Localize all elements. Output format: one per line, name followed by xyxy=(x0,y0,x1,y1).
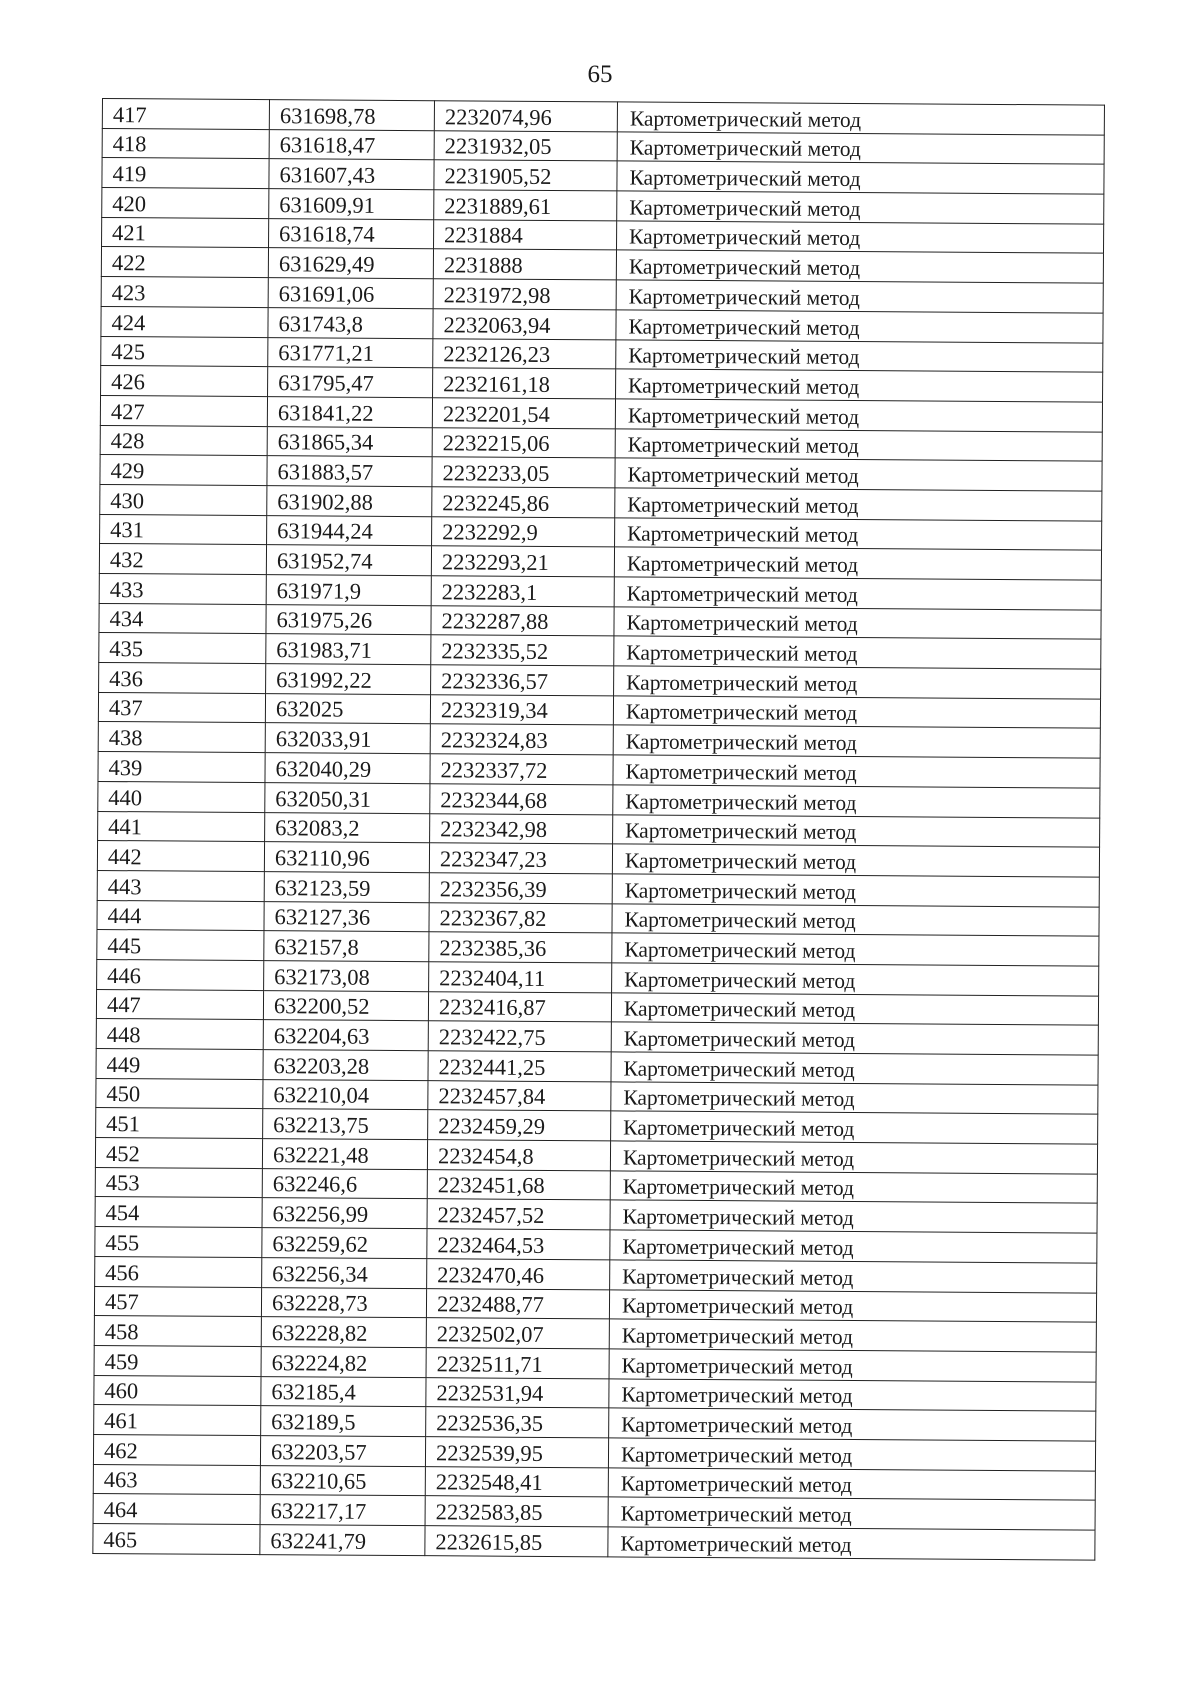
y-coordinate-cell: 2232344,68 xyxy=(430,784,613,815)
x-coordinate-cell: 631883,57 xyxy=(267,456,432,487)
method-cell: Картометрический метод xyxy=(610,1260,1097,1293)
method-cell: Картометрический метод xyxy=(609,1289,1096,1322)
y-coordinate-cell: 2232074,96 xyxy=(434,101,617,132)
point-number-cell: 451 xyxy=(96,1108,263,1139)
point-number-cell: 417 xyxy=(102,99,269,130)
x-coordinate-cell: 631629,49 xyxy=(268,248,433,279)
method-cell: Картометрический метод xyxy=(611,993,1098,1026)
point-number-cell: 453 xyxy=(95,1167,262,1198)
point-number-cell: 464 xyxy=(93,1494,260,1525)
point-number-cell: 424 xyxy=(101,306,268,337)
method-cell: Картометрический метод xyxy=(616,280,1103,313)
y-coordinate-cell: 2232457,52 xyxy=(427,1199,610,1230)
x-coordinate-cell: 631992,22 xyxy=(266,664,431,695)
y-coordinate-cell: 2232335,52 xyxy=(431,635,614,666)
y-coordinate-cell: 2232347,23 xyxy=(429,843,612,874)
y-coordinate-cell: 2231889,61 xyxy=(434,190,617,221)
method-cell: Картометрический метод xyxy=(614,577,1101,610)
method-cell: Картометрический метод xyxy=(617,102,1104,135)
y-coordinate-cell: 2232287,88 xyxy=(431,605,614,636)
x-coordinate-cell: 632185,4 xyxy=(261,1376,426,1407)
x-coordinate-cell: 632256,34 xyxy=(262,1257,427,1288)
point-number-cell: 422 xyxy=(101,247,268,278)
y-coordinate-cell: 2232583,85 xyxy=(425,1496,608,1527)
point-number-cell: 459 xyxy=(94,1345,261,1376)
method-cell: Картометрический метод xyxy=(614,636,1101,669)
method-cell: Картометрический метод xyxy=(616,250,1103,283)
method-cell: Картометрический метод xyxy=(613,696,1100,729)
point-number-cell: 435 xyxy=(99,633,266,664)
x-coordinate-cell: 632256,99 xyxy=(262,1198,427,1229)
y-coordinate-cell: 2231905,52 xyxy=(434,160,617,191)
x-coordinate-cell: 631841,22 xyxy=(267,396,432,427)
method-cell: Картометрический метод xyxy=(611,1022,1098,1055)
method-cell: Картометрический метод xyxy=(612,844,1099,877)
method-cell: Картометрический метод xyxy=(608,1497,1095,1530)
x-coordinate-cell: 631698,78 xyxy=(269,100,434,131)
coordinates-table xyxy=(92,98,1105,1560)
point-number-cell: 458 xyxy=(94,1316,261,1347)
x-coordinate-cell: 632213,75 xyxy=(263,1109,428,1140)
method-cell: Картометрический метод xyxy=(611,1082,1098,1115)
point-number-cell: 440 xyxy=(98,781,265,812)
point-number-cell: 432 xyxy=(99,544,266,575)
x-coordinate-cell: 632228,82 xyxy=(261,1317,426,1348)
method-cell: Картометрический метод xyxy=(614,666,1101,699)
point-number-cell: 437 xyxy=(98,692,265,723)
method-cell: Картометрический метод xyxy=(609,1408,1096,1441)
y-coordinate-cell: 2232404,11 xyxy=(429,962,612,993)
method-cell: Картометрический метод xyxy=(609,1349,1096,1382)
x-coordinate-cell: 631607,43 xyxy=(269,159,434,190)
method-cell: Картометрический метод xyxy=(615,458,1102,491)
x-coordinate-cell: 632203,28 xyxy=(263,1050,428,1081)
point-number-cell: 454 xyxy=(95,1197,262,1228)
method-cell: Картометрический метод xyxy=(617,161,1104,194)
method-cell: Картометрический метод xyxy=(608,1468,1095,1501)
y-coordinate-cell: 2232464,53 xyxy=(427,1229,610,1260)
method-cell: Картометрический метод xyxy=(612,874,1099,907)
y-coordinate-cell: 2232451,68 xyxy=(427,1169,610,1200)
y-coordinate-cell: 2232319,34 xyxy=(430,694,613,725)
y-coordinate-cell: 2232292,9 xyxy=(432,516,615,547)
point-number-cell: 456 xyxy=(95,1256,262,1287)
method-cell: Картометрический метод xyxy=(611,1052,1098,1085)
method-cell: Картометрический метод xyxy=(616,310,1103,343)
x-coordinate-cell: 631691,06 xyxy=(268,278,433,309)
y-coordinate-cell: 2232615,85 xyxy=(425,1526,608,1557)
point-number-cell: 430 xyxy=(100,484,267,515)
method-cell: Картометрический метод xyxy=(609,1378,1096,1411)
x-coordinate-cell: 632083,2 xyxy=(265,812,430,843)
y-coordinate-cell: 2232454,8 xyxy=(427,1140,610,1171)
method-cell: Картометрический метод xyxy=(613,755,1100,788)
point-number-cell: 446 xyxy=(97,959,264,990)
y-coordinate-cell: 2232215,06 xyxy=(432,427,615,458)
y-coordinate-cell: 2231888 xyxy=(433,249,616,280)
y-coordinate-cell: 2232441,25 xyxy=(428,1051,611,1082)
method-cell: Картометрический метод xyxy=(613,725,1100,758)
x-coordinate-cell: 632210,65 xyxy=(260,1465,425,1496)
point-number-cell: 455 xyxy=(95,1227,262,1258)
point-number-cell: 420 xyxy=(102,188,269,219)
x-coordinate-cell: 632157,8 xyxy=(264,931,429,962)
y-coordinate-cell: 2232470,46 xyxy=(427,1258,610,1289)
point-number-cell: 452 xyxy=(95,1138,262,1169)
x-coordinate-cell: 632110,96 xyxy=(264,842,429,873)
x-coordinate-cell: 631971,9 xyxy=(266,575,431,606)
x-coordinate-cell: 631952,74 xyxy=(266,545,431,576)
point-number-cell: 436 xyxy=(99,663,266,694)
x-coordinate-cell: 632040,29 xyxy=(265,753,430,784)
y-coordinate-cell: 2232539,95 xyxy=(425,1437,608,1468)
x-coordinate-cell: 631618,74 xyxy=(269,218,434,249)
y-coordinate-cell: 2232245,86 xyxy=(432,487,615,518)
y-coordinate-cell: 2232201,54 xyxy=(432,398,615,429)
y-coordinate-cell: 2232422,75 xyxy=(428,1021,611,1052)
method-cell: Картометрический метод xyxy=(610,1230,1097,1263)
x-coordinate-cell: 631944,24 xyxy=(267,515,432,546)
y-coordinate-cell: 2232548,41 xyxy=(425,1466,608,1497)
y-coordinate-cell: 2232324,83 xyxy=(430,724,613,755)
point-number-cell: 438 xyxy=(98,722,265,753)
y-coordinate-cell: 2231972,98 xyxy=(433,279,616,310)
method-cell: Картометрический метод xyxy=(609,1319,1096,1352)
y-coordinate-cell: 2232511,71 xyxy=(426,1348,609,1379)
y-coordinate-cell: 2232385,36 xyxy=(429,932,612,963)
y-coordinate-cell: 2231932,05 xyxy=(434,130,617,161)
method-cell: Картометрический метод xyxy=(613,814,1100,847)
x-coordinate-cell: 632173,08 xyxy=(264,961,429,992)
x-coordinate-cell: 632241,79 xyxy=(260,1525,425,1556)
point-number-cell: 427 xyxy=(100,395,267,426)
page-number: 65 xyxy=(587,61,613,88)
point-number-cell: 419 xyxy=(102,158,269,189)
point-number-cell: 457 xyxy=(94,1286,261,1317)
x-coordinate-cell: 632203,57 xyxy=(260,1436,425,1467)
point-number-cell: 439 xyxy=(98,752,265,783)
point-number-cell: 418 xyxy=(102,128,269,159)
point-number-cell: 461 xyxy=(94,1405,261,1436)
method-cell: Картометрический метод xyxy=(616,369,1103,402)
x-coordinate-cell: 632123,59 xyxy=(264,871,429,902)
y-coordinate-cell: 2232502,07 xyxy=(426,1318,609,1349)
point-number-cell: 448 xyxy=(96,1019,263,1050)
y-coordinate-cell: 2232161,18 xyxy=(433,368,616,399)
point-number-cell: 429 xyxy=(100,455,267,486)
x-coordinate-cell: 631975,26 xyxy=(266,604,431,635)
y-coordinate-cell: 2232367,82 xyxy=(429,902,612,933)
point-number-cell: 443 xyxy=(97,870,264,901)
point-number-cell: 449 xyxy=(96,1048,263,1079)
y-coordinate-cell: 2232336,57 xyxy=(431,665,614,696)
table-row xyxy=(93,1523,1095,1559)
point-number-cell: 465 xyxy=(93,1523,260,1554)
point-number-cell: 425 xyxy=(101,336,268,367)
point-number-cell: 423 xyxy=(101,277,268,308)
x-coordinate-cell: 632224,82 xyxy=(261,1346,426,1377)
x-coordinate-cell: 632246,6 xyxy=(262,1168,427,1199)
point-number-cell: 447 xyxy=(96,989,263,1020)
x-coordinate-cell: 632259,62 xyxy=(262,1228,427,1259)
method-cell: Картометрический метод xyxy=(617,221,1104,254)
method-cell: Картометрический метод xyxy=(615,428,1102,461)
point-number-cell: 431 xyxy=(100,514,267,545)
point-number-cell: 441 xyxy=(98,811,265,842)
y-coordinate-cell: 2232457,84 xyxy=(428,1080,611,1111)
method-cell: Картометрический метод xyxy=(608,1527,1095,1560)
point-number-cell: 445 xyxy=(97,930,264,961)
point-number-cell: 463 xyxy=(93,1464,260,1495)
method-cell: Картометрический метод xyxy=(615,488,1102,521)
point-number-cell: 450 xyxy=(96,1078,263,1109)
y-coordinate-cell: 2232342,98 xyxy=(430,813,613,844)
method-cell: Картометрический метод xyxy=(612,933,1099,966)
method-cell: Картометрический метод xyxy=(617,132,1104,165)
y-coordinate-cell: 2232356,39 xyxy=(429,873,612,904)
point-number-cell: 426 xyxy=(101,366,268,397)
point-number-cell: 421 xyxy=(102,217,269,248)
x-coordinate-cell: 632050,31 xyxy=(265,782,430,813)
y-coordinate-cell: 2232233,05 xyxy=(432,457,615,488)
point-number-cell: 462 xyxy=(93,1434,260,1465)
method-cell: Картометрический метод xyxy=(612,963,1099,996)
method-cell: Картометрический метод xyxy=(608,1438,1095,1471)
x-coordinate-cell: 631865,34 xyxy=(267,426,432,457)
method-cell: Картометрический метод xyxy=(610,1171,1097,1204)
x-coordinate-cell: 632033,91 xyxy=(265,723,430,754)
method-cell: Картометрический метод xyxy=(610,1141,1097,1174)
x-coordinate-cell: 631609,91 xyxy=(269,189,434,220)
point-number-cell: 460 xyxy=(94,1375,261,1406)
x-coordinate-cell: 632025 xyxy=(265,693,430,724)
point-number-cell: 442 xyxy=(97,841,264,872)
x-coordinate-cell: 632204,63 xyxy=(263,1020,428,1051)
y-coordinate-cell: 2232488,77 xyxy=(426,1288,609,1319)
y-coordinate-cell: 2231884 xyxy=(434,219,617,250)
method-cell: Картометрический метод xyxy=(614,547,1101,580)
y-coordinate-cell: 2232126,23 xyxy=(433,338,616,369)
y-coordinate-cell: 2232283,1 xyxy=(431,576,614,607)
x-coordinate-cell: 631743,8 xyxy=(268,307,433,338)
x-coordinate-cell: 632189,5 xyxy=(261,1406,426,1437)
y-coordinate-cell: 2232531,94 xyxy=(426,1377,609,1408)
y-coordinate-cell: 2232337,72 xyxy=(430,754,613,785)
x-coordinate-cell: 631771,21 xyxy=(268,337,433,368)
method-cell: Картометрический метод xyxy=(615,399,1102,432)
method-cell: Картометрический метод xyxy=(616,339,1103,372)
method-cell: Картометрический метод xyxy=(617,191,1104,224)
coordinates-table-body xyxy=(93,99,1105,1560)
y-coordinate-cell: 2232416,87 xyxy=(428,991,611,1022)
method-cell: Картометрический метод xyxy=(611,1111,1098,1144)
method-cell: Картометрический метод xyxy=(613,785,1100,818)
x-coordinate-cell: 632228,73 xyxy=(261,1287,426,1318)
x-coordinate-cell: 632221,48 xyxy=(262,1139,427,1170)
x-coordinate-cell: 631795,47 xyxy=(268,367,433,398)
x-coordinate-cell: 631902,88 xyxy=(267,486,432,517)
method-cell: Картометрический метод xyxy=(614,607,1101,640)
point-number-cell: 444 xyxy=(97,900,264,931)
y-coordinate-cell: 2232459,29 xyxy=(428,1110,611,1141)
method-cell: Картометрический метод xyxy=(610,1200,1097,1233)
x-coordinate-cell: 632210,04 xyxy=(263,1079,428,1110)
method-cell: Картометрический метод xyxy=(612,903,1099,936)
x-coordinate-cell: 632127,36 xyxy=(264,901,429,932)
point-number-cell: 434 xyxy=(99,603,266,634)
method-cell: Картометрический метод xyxy=(615,518,1102,551)
point-number-cell: 433 xyxy=(99,573,266,604)
y-coordinate-cell: 2232536,35 xyxy=(426,1407,609,1438)
y-coordinate-cell: 2232293,21 xyxy=(431,546,614,577)
x-coordinate-cell: 631618,47 xyxy=(269,129,434,160)
x-coordinate-cell: 632200,52 xyxy=(263,990,428,1021)
y-coordinate-cell: 2232063,94 xyxy=(433,309,616,340)
point-number-cell: 428 xyxy=(100,425,267,456)
x-coordinate-cell: 631983,71 xyxy=(266,634,431,665)
x-coordinate-cell: 632217,17 xyxy=(260,1495,425,1526)
